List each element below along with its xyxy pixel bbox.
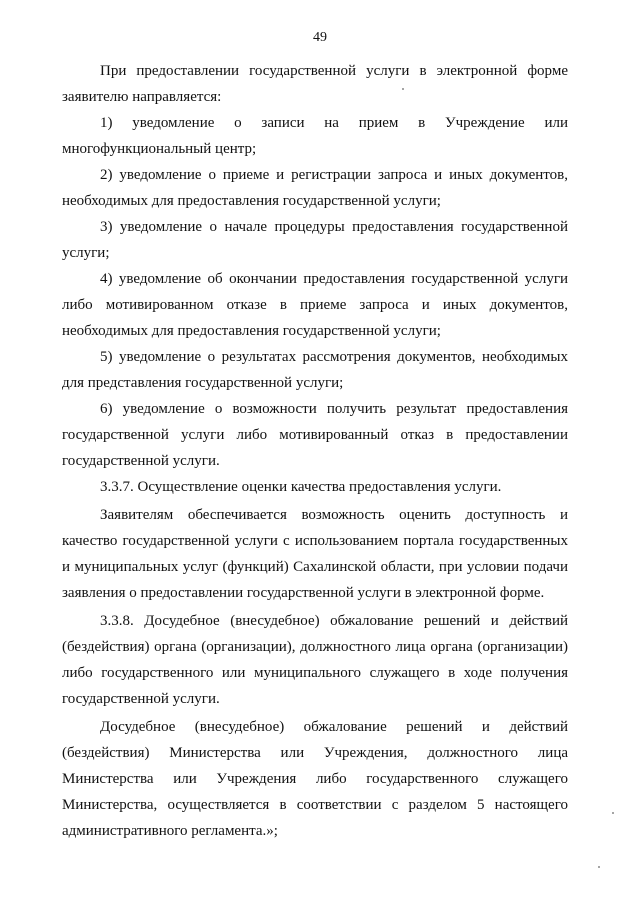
paragraph-appeal: Досудебное (внесудебное) обжалование решений и действий (бездействия) Министерства или Учреждения, должностного лица Министерства или Учреждения либо государственного служащего Министерства, осуществляется в соответствии с разделом 5 настоящего административного регламента.»; — [62, 719, 568, 839]
paragraph-section-3-3-7: 3.3.7. Осуществление оценки качества предоставления услуги. — [100, 479, 502, 495]
paragraph-item-1: 1) уведомление о записи на прием в Учреждение или многофункциональный центр; — [62, 115, 568, 157]
paragraph-quality-assessment: Заявителям обеспечивается возможность оценить доступность и качество государственной услуги с использованием портала государственных и муниципальных услуг (функций) Сахалинской области, при условии подачи заявления о предоставлении государственной услуги в электронной форме. — [62, 507, 568, 601]
scan-speck — [598, 866, 600, 868]
scan-speck — [402, 88, 404, 90]
paragraph-item-5: 5) уведомление о результатах рассмотрения документов, необходимых для представления государственной услуги; — [62, 349, 568, 391]
paragraph-item-3: 3) уведомление о начале процедуры предоставления государственной услуги; — [62, 219, 568, 261]
scan-speck — [612, 812, 614, 814]
document-body — [62, 58, 568, 844]
page-number: 49 — [313, 30, 327, 45]
paragraph-intro: При предоставлении государственной услуги в электронной форме заявителю направляется: — [62, 63, 568, 105]
paragraph-item-2: 2) уведомление о приеме и регистрации запроса и иных документов, необходимых для предоставления государственной услуги; — [62, 167, 568, 209]
paragraph-section-3-3-8: 3.3.8. Досудебное (внесудебное) обжалование решений и действий (бездействия) органа (организации), должностного лица органа (организации) либо государственного или муниципального служащего в ходе получения государственной услуги. — [62, 613, 568, 707]
paragraph-item-6: 6) уведомление о возможности получить результат предоставления государственной услуги либо мотивированный отказ в предоставлении государственной услуги. — [62, 401, 568, 469]
paragraph-item-4: 4) уведомление об окончании предоставления государственной услуги либо мотивированном отказе в приеме запроса и иных документов, необходимых для предоставления государственной услуги; — [62, 271, 568, 339]
